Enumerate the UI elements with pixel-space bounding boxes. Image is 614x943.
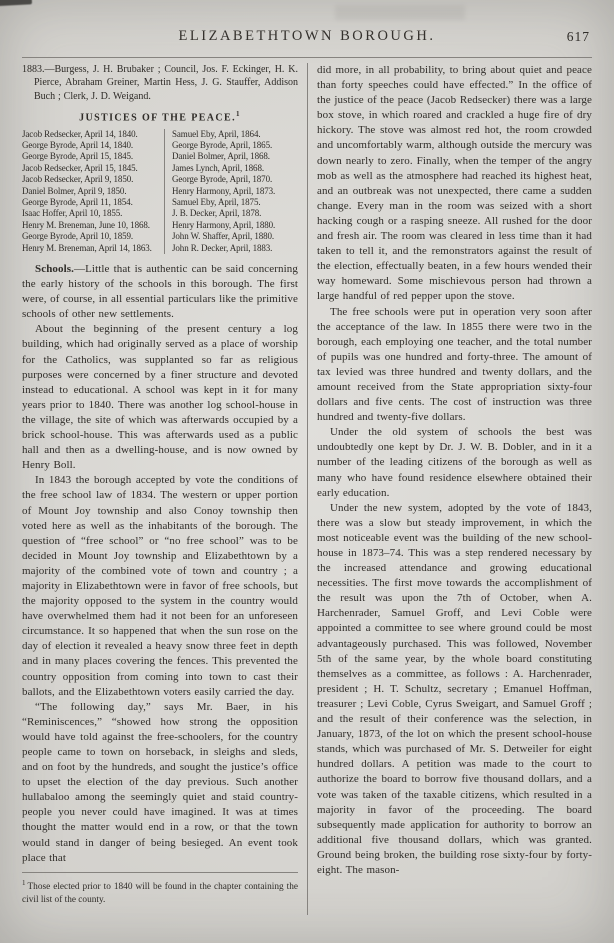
free-schools-operation-paragraph: The free schools were put in operation very soon after the acceptance of the law. In 1855 there were two in the borough, each employing one teacher, and the total number of pupils was one hundred and forty-three. The amount of tax levied was three hundred and twenty dollars, and the amount received from the State appropriation sixty-four dollars and five cents. The cost of instruction was three hundred and twenty-five dollars. [317, 305, 592, 424]
justice-entry: Jacob Redsecker, April 14, 1840. [22, 128, 138, 139]
justice-entry: Samuel Eby, April, 1864. [172, 128, 261, 139]
justices-heading-text: JUSTICES OF THE PEACE. [79, 112, 237, 124]
justice-entry: James Lynch, April, 1868. [172, 162, 264, 173]
schools-lead-word: Schools. [35, 263, 75, 276]
justice-entry: Jacob Redsecker, April 9, 1850. [22, 174, 134, 185]
log-building-paragraph: About the beginning of the present century a log building, which had originally served as a place of worship for the Catholics, was supplanted so far as religious purposes were concerned by a finer structure and devoted instead to educational. A school was kept in it for many years prior to 1840. There was another log school-house in the village, the site of which was afterwards occupied by a brick school-house. This was afterwards used as a public hall and then as a dwelling-house, and is now owned by Henry Boll. [22, 323, 298, 472]
justices-heading [22, 110, 298, 123]
old-system-paragraph: Under the old system of schools the best was undoubtedly one kept by Dr. J. W. B. Dobler, and in it a number of the leading citizens of the borough as well as many who have found residence elsewhere obtained their early education. [317, 426, 592, 499]
right-column [307, 63, 592, 915]
justices-table-right-column [164, 129, 298, 254]
footnote-rule [22, 872, 298, 873]
justice-entry: George Byrode, April 14, 1840. [22, 139, 134, 150]
justice-entry: George Byrode, April, 1865. [172, 139, 273, 150]
justice-entry: Samuel Eby, April, 1875. [172, 196, 261, 207]
justice-entry: George Byrode, April 11, 1854. [22, 196, 133, 207]
footnote-number: 1 [22, 878, 26, 887]
new-system-paragraph: Under the new system, adopted by the vote of 1843, there was a slow but steady improvement, in which the most noticeable event was the building of the new school-house in 1873–74. This was a step rendered necessary by the increased attendance and growing educational necessities. The first move towards the accomplishment of the result was upon the 7th of October, when A. Harchenrader, Samuel Groff, and Levi Coble were appointed a committee to see where ground could be most advantageously purchased. This was followed, November 5th of the same year, by the whole board constituting themselves as a committee, as follows : A. Harchenrader, president ; H. T. Schultz, secretary ; Emanuel Hoffman, treasurer ; Levi Coble, Cyrus Sweigart, and Samuel Groff ; and the result of their conference was the selection, in January, 1873, of the lot on which the present school-house stands, which was purchased of Mr. S. Detweiler for eight hundred dollars. A petition was made to the court to authorize the board to borrow five thousand dollars, and a vote was taken of the taxable citizens, which resulted in a majority in favor of the proceeding. The board subsequently made application for authority to borrow an additional five thousand dollars, which was granted. Ground being broken, the building rose sixty-four by forty-eight. The mason- [317, 501, 592, 876]
left-column [22, 63, 307, 915]
text-columns [22, 63, 592, 915]
justice-entry: Henry M. Breneman, April 14, 1863. [22, 242, 152, 253]
justice-entry: J. B. Decker, April, 1878. [172, 208, 262, 219]
page-number: 617 [566, 29, 590, 44]
footnote-marker: 1 [236, 110, 241, 119]
justices-table [22, 129, 298, 254]
page-header [22, 28, 592, 50]
justice-entry: George Byrode, April 15, 1845. [22, 151, 134, 162]
justice-entry: Henry M. Breneman, June 10, 1868. [22, 219, 150, 230]
justice-entry: John R. Decker, April, 1883. [172, 242, 273, 253]
justices-table-left-column [22, 129, 164, 254]
justice-entry: John W. Shaffer, April, 1880. [172, 231, 275, 242]
free-school-law-paragraph: In 1843 the borough accepted by vote the conditions of the free school law of 1834. The western or upper portion of Mount Joy township and also Conoy township then voted here as well as the inhabitants of the borough. The question of “free school” or “no free school” was to be decided in Mount Joy township and Elizabethtown by a majority of the combined vote of town and country ; a majority in Elizabethtown were in favor of free schools, but the majority opposed to the system in the country would have overwhelmed them had it not been for an unforeseen circumstance. It so happened that when the sun rose on the day of election it revealed a heavy snow three feet in depth and in many places covering the fences. This prevented the country opposition from coming into town to cast their ballots, and the Elizabethtown voters easily carried the day. [22, 474, 298, 698]
continuation-paragraph: did more, in all probability, to bring about quiet and peace than forty speeches could have effected.” In the office of the justice of the peace (Jacob Redsecker) there was a large box stove, in which roared and crackled a huge fire of dry hickory. The stove was almost red hot, the room crowded and uncomfortably warm, although outside the mercury was down nearly to zero. Finally, when the temper of the angry mob as well as the atmosphere had reached its highest heat, and an outbreak was not unexpected, there came a sudden change. Every man in the room was seized with a short hacking cough or a rasping sneeze. All rushed for the door and fresh air. The room was cleared in less time than it had taken to tell it, and the remonstrators against the result of the election, effectually beaten, in a few hours wended their way homeward. Some mischievous person had thrown a large handful of red pepper upon the stove. [317, 64, 592, 303]
schools-paragraph-text: —Little that is authentic can be said concerning the early history of the schools in this borough. The first were, of course, in all essential particulars like the primitive schools of other new settlements. [22, 263, 298, 321]
justice-entry: Henry Harmony, April, 1880. [172, 219, 276, 230]
borough-officers-1883: 1883.—Burgess, J. H. Brubaker ; Council, Jos. F. Eckinger, H. K. Pierce, Abraham Greiner, Martin Hess, J. G. Stauffer, Addison Buch ; Clerk, J. D. Weigand. [22, 64, 298, 102]
justice-entry: Daniel Bolmer, April 9, 1850. [22, 185, 127, 196]
justice-entry: George Byrode, April, 1870. [172, 174, 273, 185]
justice-entry: Jacob Redsecker, April 15, 1845. [22, 162, 138, 173]
ink-bleed-artifact [335, 5, 465, 20]
justice-entry: George Byrode, April 10, 1859. [22, 231, 134, 242]
footnote [22, 877, 298, 907]
header-rule [22, 57, 592, 58]
justice-entry: Isaac Hoffer, April 10, 1855. [22, 208, 123, 219]
justice-entry: Henry Harmony, April, 1873. [172, 185, 276, 196]
running-title: ELIZABETHTOWN BOROUGH. [178, 28, 436, 44]
schools-paragraph [22, 262, 298, 322]
scan-smudge-artifact [0, 0, 32, 6]
justice-entry: Daniel Bolmer, April, 1868. [172, 151, 270, 162]
footnote-text: Those elected prior to 1840 will be found in the chapter containing the civil list of the county. [22, 881, 298, 905]
baer-reminiscences-paragraph: “The following day,” says Mr. Baer, in his “Reminiscences,” “showed how strong the opposition would have told against the free-schoolers, for the country people came to town on horseback, in sleighs and sleds, and on foot by the hundreds, and sought the justice’s office to upset the election of the day previous. Such another hullabaloo among the seemingly quiet and staid country-people you never could have imagined. It was at times thought the matter would end in a row, or that the town would stand in danger of being besieged. An event took place that [22, 700, 298, 864]
